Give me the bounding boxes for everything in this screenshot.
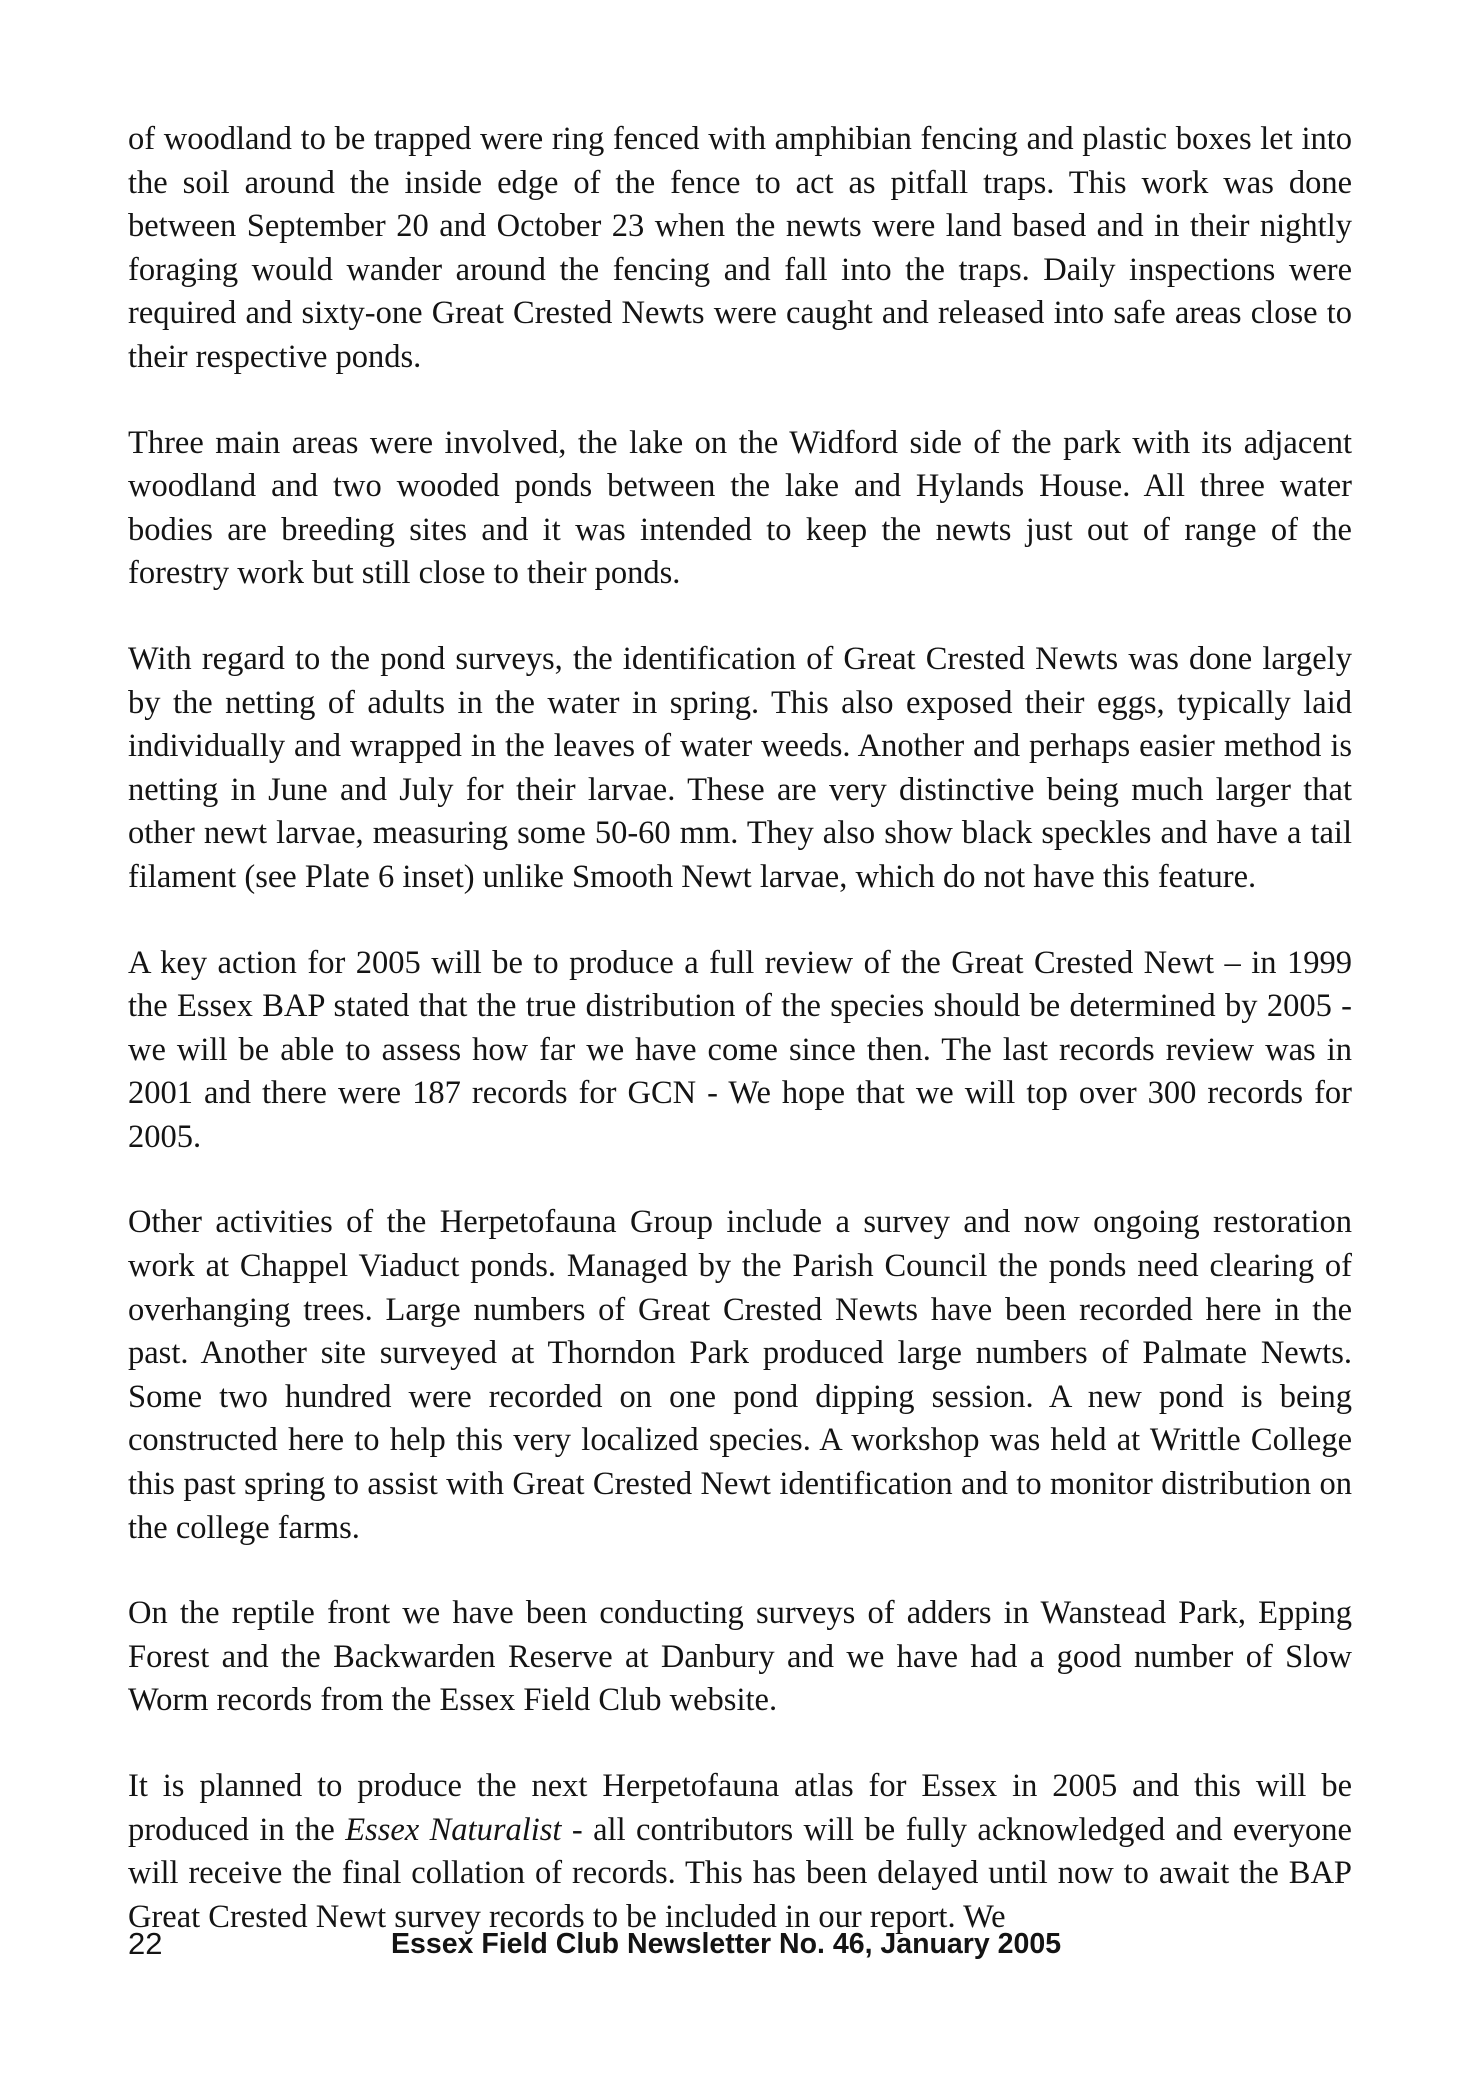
paragraph-pond-surveys: With regard to the pond surveys, the identification of Great Crested Newts was done largely by the netting of adults in the water in spring. This also exposed their eggs, typically laid individually and wrapped in the leaves of water weeds. Another and perhaps easier method is netting in June and July for their larvae. These are very distinctive being much larger that other newt larvae, measuring some 50-60 mm. They also show black speckles and have a tail filament (see Plate 6 inset) unlike Smooth Newt larvae, which do not have this feature. [128,640,1352,895]
paragraph-main-areas: Three main areas were involved, the lake on the Widford side of the park with its adjacent woodland and two wooded ponds between the lake and Hylands House. All three water bodies are breeding sites and it was intended to keep the newts just out of range of the forestry work but still close to their ponds. [128,424,1352,592]
page-number: 22 [128,1926,163,1961]
atlas-text-end: - all contributors will be fully acknowledged and everyone will receive the final collation of records. This has been delayed until now to await the BAP Great Crested Newt survey records to be included in our report. We [128,1811,1352,1935]
body-text [128,118,1352,1981]
paragraph-trapping: of woodland to be trapped were ring fenced with amphibian fencing and plastic boxes let into the soil around the inside edge of the fence to act as pitfall traps. This work was done between September 20 and October 23 when the newts were land based and in their nightly foraging would wander around the fencing and fall into the traps. Daily inspections were required and sixty-one Great Crested Newts were caught and released into safe areas close to their respective ponds. [128,121,1352,375]
page-footer [128,1922,1352,1966]
paragraph-reptile-front: On the reptile front we have been conducting surveys of adders in Wanstead Park, Epping Forest and the Backwarden Reserve at Danbury and we have had a good number of Slow Worm records from the Essex Field Club website. [128,1595,1352,1719]
paragraph-other-activities: Other activities of the Herpetofauna Group include a survey and now ongoing restoration work at Chappel Viaduct ponds. Managed by the Parish Council the ponds need clearing of overhanging trees. Large numbers of Great Crested Newts have been recorded here in the past. Another site surveyed at Thorndon Park produced large numbers of Palmate Newts. Some two hundred were recorded on one pond dipping session. A new pond is being constructed here to help this very localized species. A workshop was held at Writtle College this past spring to assist with Great Crested Newt identification and to monitor distribution on the college farms. [128,1204,1352,1546]
running-title: Essex Field Club Newsletter No. 46, January 2005 [391,1928,1062,1960]
paragraph-key-action-2005: A key action for 2005 will be to produce a full review of the Great Crested Newt – in 1999 the Essex BAP stated that the true distribution of the species should be determined by 2005 - we will be able to assess how far we have come since then. The last records review was in 2001 and there were 187 records for GCN - We hope that we will top over 300 records for 2005. [128,944,1352,1155]
paragraph-herpetofauna-atlas [128,1765,1352,1939]
atlas-text-start: It is planned to produce the next Herpetofauna atlas for Essex in 2005 and this will be produced in the [128,1768,1352,1848]
publication-title: Essex Naturalist [345,1811,562,1848]
